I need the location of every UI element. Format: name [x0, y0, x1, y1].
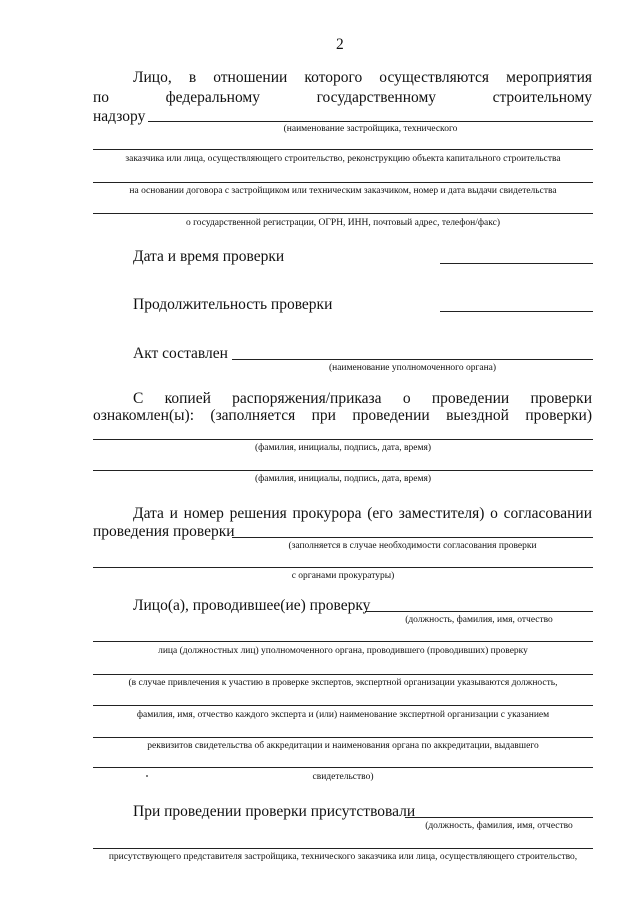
- inspection-datetime-field[interactable]: [440, 263, 593, 264]
- inspectors-field-1[interactable]: [365, 611, 593, 612]
- subject-label-nadzoru: надзору: [93, 108, 146, 125]
- attendees-caption-1: (должность, фамилия, имя, отчество: [425, 821, 573, 831]
- act-field[interactable]: [232, 359, 593, 360]
- prosecutor-caption-1: (заполняется в случае необходимости согласования проверки: [288, 541, 537, 551]
- attendees-caption-2: присутствующего представителя застройщика, технического заказчика или лица, осуществляющего строительство,: [108, 852, 578, 862]
- order-ack-caption-2: (фамилия, инициалы, подпись, дата, время): [254, 474, 432, 484]
- inspectors-caption-4: фамилия, имя, отчество каждого эксперта и (или) наименование экспертной организации с указанием: [136, 710, 550, 720]
- attendees-label: При проведении проверки присутствовали: [133, 803, 416, 820]
- order-ack-line-1: С копией распоряжения/приказа о проведении проверки: [133, 390, 592, 407]
- order-ack-signature-line-2[interactable]: [93, 470, 593, 471]
- prosecutor-line-1: Дата и номер решения прокурора (его заместителя) о согласовании: [133, 505, 592, 522]
- inspection-datetime-label: Дата и время проверки: [133, 248, 285, 265]
- inspection-duration-label: Продолжительность проверки: [133, 296, 333, 313]
- subject-fill-line-2[interactable]: [93, 149, 593, 150]
- subject-line-2: по федеральному государственному строительному: [93, 89, 592, 106]
- inspectors-field-6[interactable]: [93, 767, 593, 768]
- inspectors-caption-3: (в случае привлечения к участию в проверке экспертов, экспертной организации указываются должность,: [128, 678, 558, 688]
- attendees-field-2[interactable]: [93, 848, 593, 849]
- inspectors-caption-1: (должность, фамилия, имя, отчество: [405, 615, 553, 625]
- subject-line-1: Лицо, в отношении которого осуществляются мероприятия: [133, 69, 592, 86]
- order-ack-caption-1: (фамилия, инициалы, подпись, дата, время): [254, 443, 432, 453]
- order-ack-signature-line-1[interactable]: [93, 439, 593, 440]
- inspectors-field-4[interactable]: [93, 705, 593, 706]
- page-number: 2: [336, 36, 344, 53]
- inspectors-caption-6: свидетельство): [312, 772, 374, 782]
- prosecutor-label: проведения проверки: [93, 523, 235, 540]
- order-ack-line-2: ознакомлен(ы): (заполняется при проведении выездной проверки): [93, 407, 592, 424]
- subject-fill-line-3[interactable]: [93, 182, 593, 183]
- inspectors-caption-5: реквизитов свидетельства об аккредитации и наименования органа по аккредитации, выдавшего: [147, 741, 539, 751]
- act-label: Акт составлен: [133, 345, 228, 362]
- inspectors-caption-2: лица (должностных лиц) уполномоченного органа, проводившего (проводивших) проверку: [158, 646, 528, 656]
- subject-caption-3: на основании договора с застройщиком или техническим заказчиком, номер и дата выдачи свидетельства: [129, 186, 557, 196]
- inspectors-field-3[interactable]: [93, 674, 593, 675]
- inspectors-field-5[interactable]: [93, 737, 593, 738]
- subject-caption-4: о государственной регистрации, ОГРН, ИНН, почтовый адрес, телефон/факс): [185, 218, 501, 228]
- prosecutor-caption-2: с органами прокуратуры): [291, 571, 395, 581]
- subject-caption-2: заказчика или лица, осуществляющего строительство, реконструкцию объекта капитального строительства: [125, 154, 561, 164]
- prosecutor-field-2[interactable]: [93, 567, 593, 568]
- act-caption: (наименование уполномоченного органа): [328, 363, 497, 373]
- prosecutor-field-1[interactable]: [232, 537, 593, 538]
- inspection-duration-field[interactable]: [440, 311, 593, 312]
- attendees-field-1[interactable]: [405, 817, 593, 818]
- inspectors-field-2[interactable]: [93, 641, 593, 642]
- subject-fill-line-4[interactable]: [93, 213, 593, 214]
- subject-caption-1: (наименование застройщика, технического: [283, 124, 458, 134]
- inspectors-label: Лицо(а), проводившее(ие) проверку: [133, 597, 371, 614]
- subject-fill-line-1[interactable]: [148, 121, 593, 122]
